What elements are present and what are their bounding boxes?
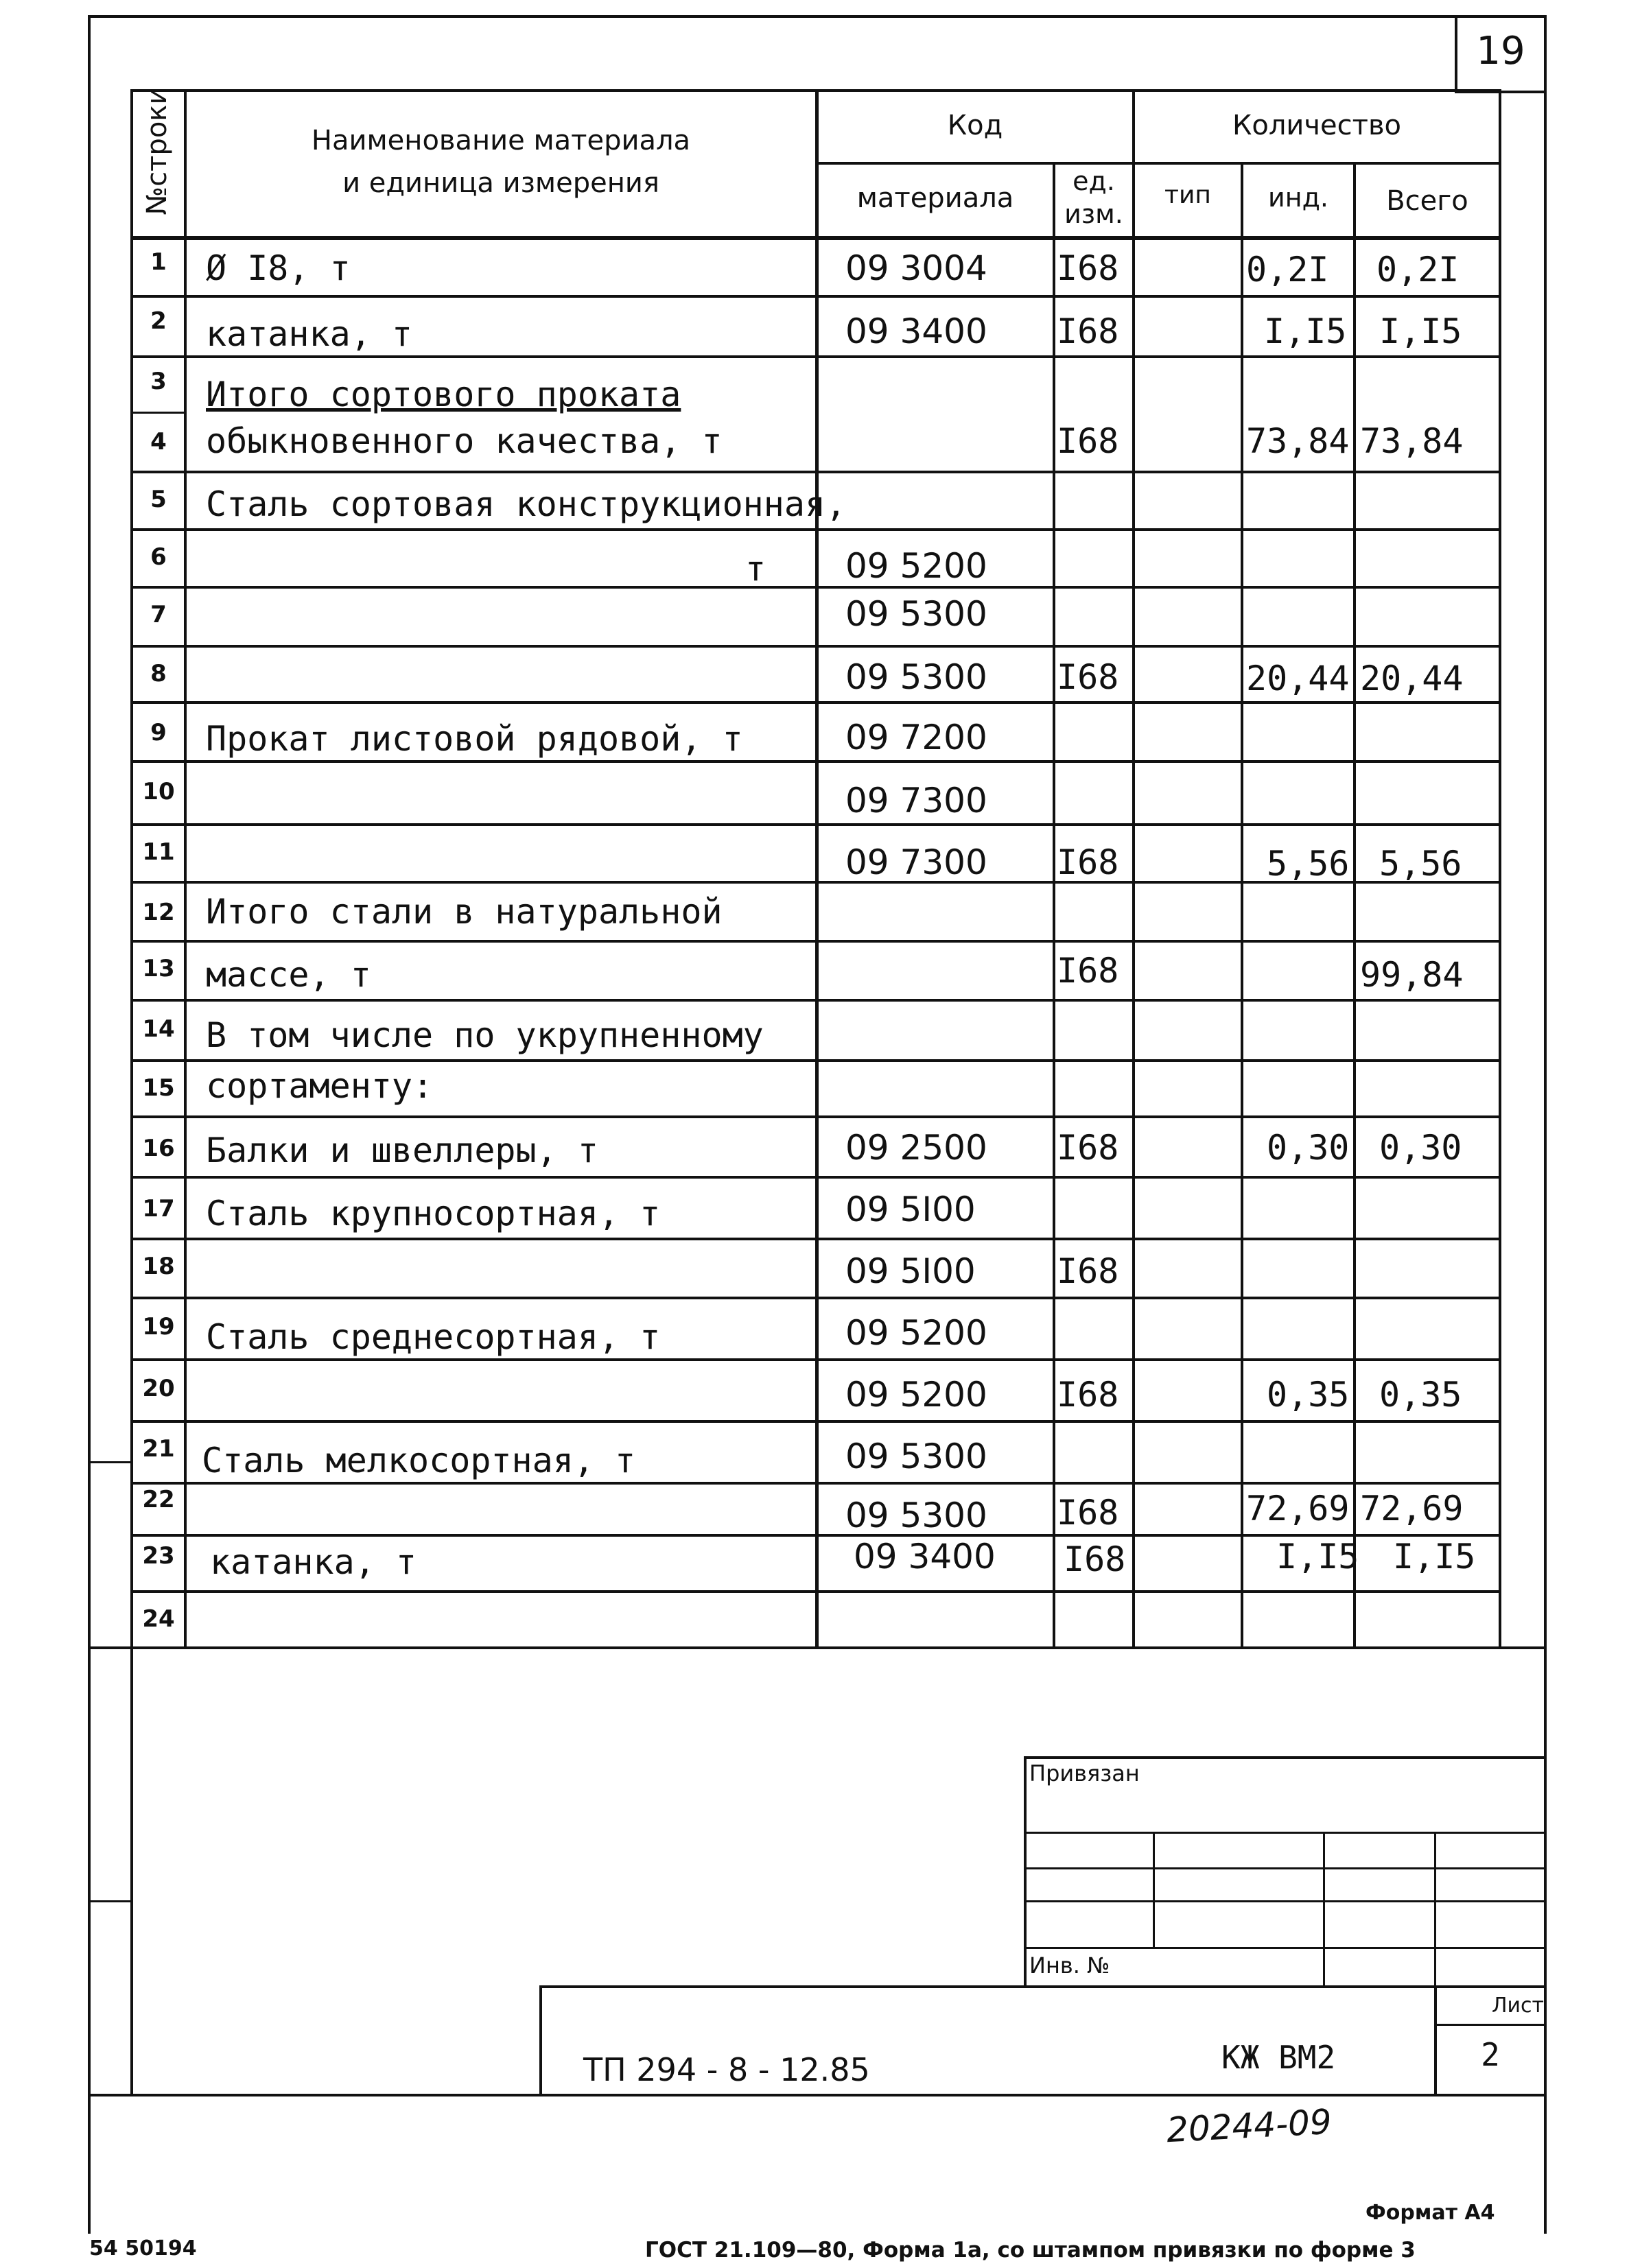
unit-code: I68 — [1057, 1375, 1119, 1415]
handwritten-number: 20244-09 — [1165, 2101, 1333, 2151]
material-name: массе, т — [206, 955, 371, 995]
row-number: 14 — [142, 1015, 175, 1043]
material-code: 09 5200 — [845, 1375, 987, 1415]
stamp-h3 — [1024, 1900, 1547, 1902]
stamp-v3 — [1434, 1832, 1436, 1987]
header-quantity: Количество — [1232, 110, 1401, 141]
qty-ind: 5,56 — [1267, 844, 1350, 884]
sheet-number: 2 — [1481, 2036, 1500, 2073]
row-number: 3 — [150, 368, 167, 395]
row-number: 5 — [150, 486, 167, 513]
material-name: катанка, т — [206, 314, 413, 354]
material-name: Итого сортового проката — [206, 375, 681, 414]
material-code: 09 5300 — [845, 1496, 987, 1535]
unit-code: I68 — [1064, 1539, 1126, 1579]
material-code: 09 5200 — [845, 546, 987, 586]
unit-code: I68 — [1057, 951, 1119, 991]
material-name: Сталь сортовая конструкционная, — [206, 484, 847, 524]
stamp-v1 — [1153, 1832, 1155, 1948]
row-line-16 — [130, 1176, 1501, 1179]
row-line-8 — [130, 701, 1501, 704]
qty-ind: 0,35 — [1267, 1375, 1350, 1415]
row-line-10 — [130, 823, 1501, 826]
row-line-6 — [130, 586, 1501, 589]
row-line-1 — [130, 295, 1501, 298]
title-left — [539, 1987, 542, 2096]
row-line-18 — [130, 1297, 1501, 1299]
row-line-24 — [88, 1646, 1547, 1649]
header-total: Всего — [1386, 185, 1468, 217]
row-number: 21 — [142, 1435, 175, 1463]
row-number: 17 — [142, 1195, 175, 1222]
material-code: 09 5300 — [845, 1437, 987, 1476]
unit-code: I68 — [1057, 248, 1119, 288]
row-number: 19 — [142, 1313, 175, 1340]
material-code: 09 5300 — [845, 657, 987, 697]
row-line-9 — [130, 760, 1501, 763]
unit-code: I68 — [1057, 1493, 1119, 1533]
qty-ind: I,I5 — [1264, 311, 1347, 351]
stamp-bound-label: Привязан — [1029, 1760, 1140, 1786]
row-number: 22 — [142, 1486, 175, 1513]
header-unit-2: изм. — [1064, 199, 1123, 229]
page-number: 19 — [1476, 29, 1525, 73]
qty-total: 0,30 — [1379, 1128, 1462, 1168]
row-number: 4 — [150, 428, 167, 456]
material-name: сортаменту: — [206, 1066, 434, 1106]
row-line-23 — [130, 1590, 1501, 1593]
row-number: 10 — [142, 778, 175, 805]
row-number: 6 — [150, 543, 167, 571]
material-code: 09 3400 — [845, 311, 987, 351]
row-line-5 — [130, 528, 1501, 531]
title-sheet-mid — [1434, 2024, 1547, 2026]
qty-total: 99,84 — [1360, 955, 1464, 995]
qty-total: 5,56 — [1379, 844, 1462, 884]
material-name: Итого стали в натуральной — [206, 892, 723, 932]
row-number: 13 — [142, 955, 175, 982]
material-name: катанка, т — [210, 1542, 417, 1582]
row-line-15 — [130, 1115, 1501, 1118]
material-name: Сталь мелкосортная, т — [202, 1441, 636, 1480]
table-vline-4 — [1132, 89, 1135, 1648]
header-type: тип — [1164, 181, 1211, 209]
material-code: 09 5300 — [845, 594, 987, 634]
row-number: 7 — [150, 601, 167, 628]
table-vline-5 — [1241, 162, 1243, 1648]
header-material: материала — [856, 182, 1014, 214]
material-code: 09 7200 — [845, 718, 987, 757]
row-number: 16 — [142, 1135, 175, 1162]
row-number: 9 — [150, 719, 167, 746]
unit-code: I68 — [1057, 1251, 1119, 1291]
qty-total: 0,35 — [1379, 1375, 1462, 1415]
qty-total: 20,44 — [1360, 659, 1464, 698]
row-line-21 — [130, 1482, 1501, 1485]
row-line-19 — [130, 1358, 1501, 1361]
document-code: ТП 294 - 8 - 12.85 — [583, 2051, 870, 2088]
row-line-7 — [130, 645, 1501, 648]
frame-bottom — [88, 2094, 1547, 2096]
table-vline-3 — [1053, 162, 1055, 1648]
margin-tick-2 — [88, 1900, 133, 1902]
margin-tick-1 — [88, 1461, 133, 1463]
unit-code: I68 — [1057, 421, 1119, 461]
qty-ind: I,I5 — [1276, 1537, 1359, 1576]
header-name-line1: Наименование материала — [311, 125, 691, 156]
row-number: 12 — [142, 899, 175, 926]
material-code: 09 5200 — [845, 1313, 987, 1353]
row-line-13 — [130, 999, 1501, 1002]
unit-code: I68 — [1057, 657, 1119, 697]
stamp-left — [1024, 1756, 1027, 1987]
material-code: 09 5I00 — [845, 1190, 976, 1229]
footer-left: 54 50194 — [89, 2236, 197, 2260]
unit-code: I68 — [1057, 311, 1119, 351]
header-unit-1: ед. — [1073, 166, 1115, 196]
row-number: 24 — [142, 1605, 175, 1633]
material-code: 09 2500 — [845, 1128, 987, 1168]
row-line-2 — [130, 355, 1501, 358]
material-name: Сталь крупносортная, т — [206, 1194, 661, 1233]
header-row-no: №строки — [141, 86, 173, 215]
qty-ind: 20,44 — [1246, 659, 1350, 698]
material-code: 09 5I00 — [845, 1251, 976, 1291]
stamp-h4 — [1024, 1947, 1547, 1949]
row-number: 1 — [150, 248, 167, 276]
material-code: 09 7300 — [845, 842, 987, 882]
row-number: 23 — [142, 1542, 175, 1570]
header-code: Код — [947, 110, 1003, 141]
format-label: Формат А4 — [1366, 2201, 1495, 2225]
material-name: Прокат листовой рядовой, т — [206, 719, 743, 759]
material-code: 09 3400 — [854, 1537, 996, 1576]
material-name: Балки и швеллеры, т — [206, 1131, 598, 1170]
stamp-h2 — [1024, 1867, 1547, 1869]
stamp-top — [1024, 1756, 1547, 1759]
row-number: 2 — [150, 307, 167, 335]
row-line-14 — [130, 1059, 1501, 1062]
row-line-17 — [130, 1238, 1501, 1240]
row-line-3 — [130, 412, 184, 414]
table-hline-top — [130, 89, 1501, 92]
drawing-mark: КЖ ВМ2 — [1221, 2039, 1336, 2076]
frame-top — [88, 15, 1547, 18]
material-code: 09 3004 — [845, 248, 987, 288]
unit-code: I68 — [1057, 842, 1119, 882]
table-hline-subhead — [815, 162, 1501, 165]
material-name: В том числе по укрупненному — [206, 1015, 764, 1055]
qty-total: 0,2I — [1376, 250, 1460, 290]
stamp-inv-label: Инв. № — [1029, 1952, 1110, 1978]
stamp-v2 — [1323, 1832, 1325, 1987]
table-vline-6 — [1353, 162, 1356, 1648]
qty-ind: 73,84 — [1246, 421, 1350, 461]
row-line-20 — [130, 1420, 1501, 1423]
row-number: 11 — [142, 838, 175, 866]
stamp-h1 — [1024, 1832, 1547, 1834]
qty-total: 72,69 — [1360, 1489, 1464, 1528]
table-vline-1 — [184, 89, 187, 1648]
qty-total: I,I5 — [1379, 311, 1462, 351]
row-number: 8 — [150, 660, 167, 687]
material-code: 09 7300 — [845, 781, 987, 820]
unit-code: I68 — [1057, 1128, 1119, 1168]
material-name: Ø I8, т — [206, 248, 351, 288]
table-vline-2 — [815, 89, 819, 1648]
qty-ind: 0,2I — [1246, 250, 1329, 290]
row-number: 15 — [142, 1074, 175, 1102]
sheet-label: Лист — [1491, 1994, 1544, 2018]
title-top — [539, 1985, 1547, 1988]
material-name: Сталь среднесортная, т — [206, 1317, 661, 1357]
qty-total: I,I5 — [1393, 1537, 1476, 1576]
qty-ind: 72,69 — [1246, 1489, 1350, 1528]
material-name: т — [745, 549, 766, 589]
qty-ind: 0,30 — [1267, 1128, 1350, 1168]
qty-total: 73,84 — [1360, 421, 1464, 461]
material-name: обыкновенного качества, т — [206, 421, 723, 461]
row-number: 18 — [142, 1253, 175, 1280]
row-line-12 — [130, 940, 1501, 943]
row-line-4 — [130, 471, 1501, 473]
table-vline-7 — [1499, 89, 1501, 1648]
table-hline-head — [130, 236, 1501, 240]
row-number: 20 — [142, 1375, 175, 1402]
footer-standard: ГОСТ 21.109—80, Форма 1а, со штампом привязки по форме 3 — [645, 2238, 1416, 2263]
header-ind: инд. — [1268, 182, 1328, 213]
header-name-line2: и единица измерения — [342, 167, 659, 199]
